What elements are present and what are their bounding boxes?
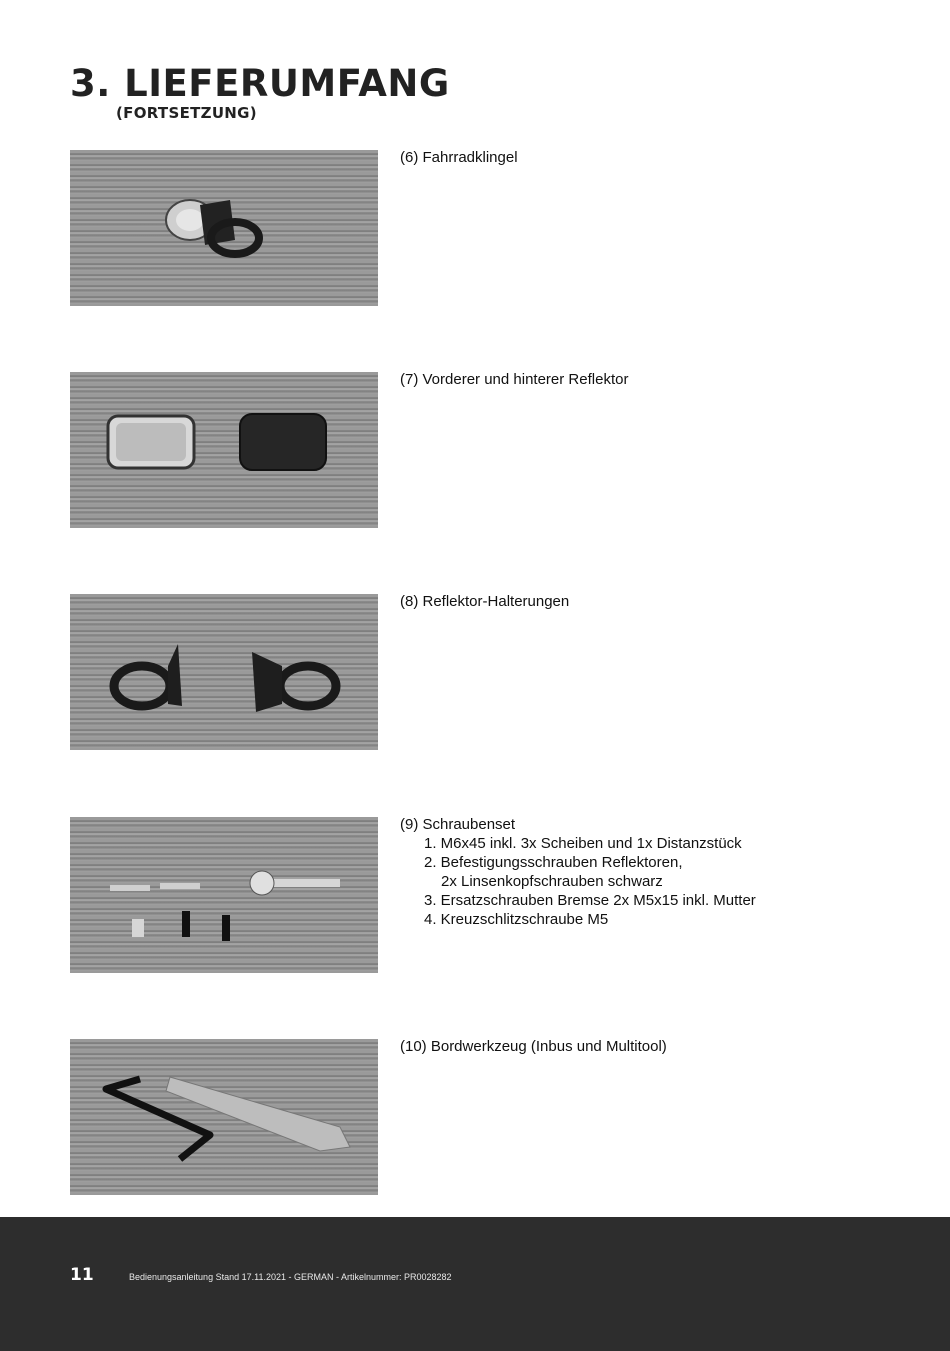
- list-item: 1. M6x45 inkl. 3x Scheiben und 1x Distanzstück: [424, 835, 742, 852]
- item-caption: (6) Fahrradklingel: [400, 149, 518, 166]
- footer-text: Bedienungsanleitung Stand 17.11.2021 - GERMAN - Artikelnummer: PR0028282: [129, 1272, 452, 1282]
- list-item: 4. Kreuzschlitzschraube M5: [424, 911, 609, 928]
- footer-bar: [0, 1217, 950, 1351]
- page-subtitle: (FORTSETZUNG): [116, 104, 257, 122]
- item-caption: (7) Vorderer und hinterer Reflektor: [400, 371, 629, 388]
- reflector-mounts-photo: [70, 594, 378, 750]
- screw-set-caption-block: [400, 815, 756, 929]
- bicycle-bell-photo: [70, 150, 378, 306]
- list-item: 2x Linsenkopfschrauben schwarz: [441, 873, 663, 890]
- page-title: 3. LIEFERUMFANG: [70, 62, 450, 105]
- item-caption: (8) Reflektor-Halterungen: [400, 593, 570, 610]
- item-caption: (9) Schraubenset: [400, 816, 516, 833]
- item-caption: (10) Bordwerkzeug (Inbus und Multitool): [400, 1038, 667, 1055]
- screw-set-photo: [70, 817, 378, 973]
- list-item: 2. Befestigungsschrauben Reflektoren,: [424, 854, 683, 871]
- screw-set-list: [400, 834, 756, 929]
- tools-photo: [70, 1039, 378, 1195]
- reflectors-photo: [70, 372, 378, 528]
- list-item: 3. Ersatzschrauben Bremse 2x M5x15 inkl. Mutter: [424, 892, 756, 909]
- page-number: 11: [70, 1265, 94, 1285]
